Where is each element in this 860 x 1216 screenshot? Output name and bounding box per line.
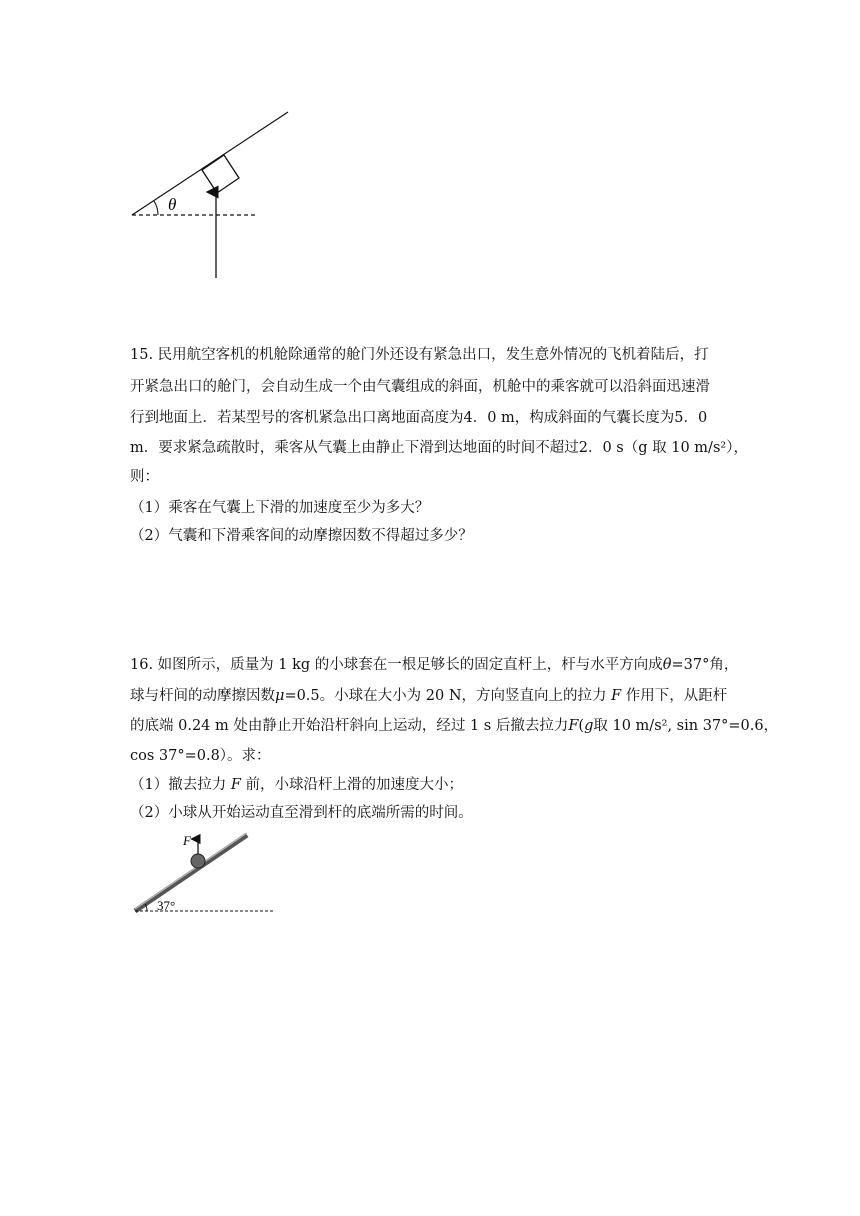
q15-subquestion-2: （2）气囊和下滑乘客间的动摩擦因数不得超过多少？ <box>130 528 473 544</box>
q16-subquestion-1: （1）撤去拉力 F 前，小球沿杆上滑的加速度大小； <box>130 777 464 793</box>
q16-line-1: 16. 如图所示，质量为 1 kg 的小球套在一根足够长的固定直杆上，杆与水平方向成θ=37°角， <box>130 657 739 673</box>
ball <box>191 854 205 868</box>
incline-figure-1 <box>120 100 310 290</box>
q15-line-2: 开紧急出口的舱门，会自动生成一个由气囊组成的斜面，机舱中的乘客就可以沿斜面迅速滑 <box>130 379 710 395</box>
q15-line-4: m．要求紧急疏散时，乘客从气囊上由静止下滑到达地面的时间不超过2．0 s（g 取 10 m/s²）， <box>130 440 748 456</box>
box <box>202 155 239 193</box>
q15-line-3: 行到地面上．若某型号的客机紧急出口离地面高度为4．0 m，构成斜面的气囊长度为5．0 <box>130 410 708 426</box>
q16-line-2: 球与杆间的动摩擦因数μ=0.5。小球在大小为 20 N，方向竖直向上的拉力 F 作用下，从距杆 <box>130 688 728 704</box>
angle-theta-label: θ <box>168 195 177 214</box>
rod-highlight <box>135 833 247 909</box>
q15-line-1: 15. 民用航空客机的机舱除通常的舱门外还设有紧急出口，发生意外情况的飞机着陆后，打 <box>130 347 709 363</box>
incline-line <box>132 112 288 215</box>
q15-line-5: 则： <box>130 469 159 485</box>
q16-subquestion-2: （2）小球从开始运动直至滑到杆的底端所需的时间。 <box>130 805 473 821</box>
rod-ball-figure <box>125 825 285 920</box>
q15-subquestion-1: （1）乘客在气囊上下滑的加速度至少为多大？ <box>130 500 430 516</box>
q16-line-3: 的底端 0.24 m 处由静止开始沿杆斜向上运动，经过 1 s 后撤去拉力F(g取 10 m/s², sin 37°=0.6， <box>130 718 779 734</box>
angle-37-label: 37° <box>157 898 176 913</box>
angle-arc <box>154 201 158 215</box>
q16-line-4: cos 37°=0.8）。求： <box>130 748 271 764</box>
force-f-label: F <box>183 833 191 848</box>
rod <box>135 835 247 911</box>
